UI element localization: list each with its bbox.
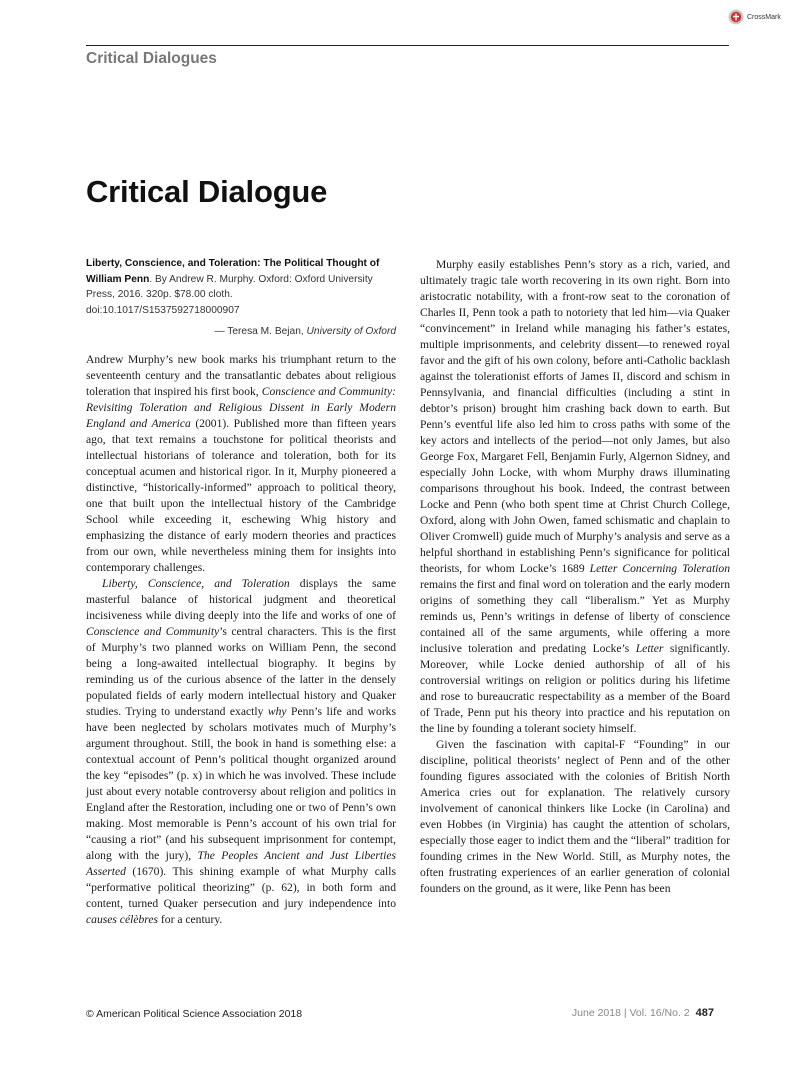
book-info xyxy=(86,256,396,318)
left-paragraph-1: Andrew Murphy’s new book marks his triumphant return to the seventeenth century and the transatlantic debates about religious toleration that inspired his first book, Conscience and Community: Revisiting Toleration and Religious Dissent in Early Modern England and America (2001). Published more than fifteen years ago, that text remains a touchstone for political theorists and intellectual historians of tolerance and toleration, both for its conceptual acumen and historical rigor. In it, Murphy pioneered a distinctive, “historically-informed” approach to political theory, one that built upon the intellectual history of the Cambridge School while exceeding it, eschewing Whig history and emphasizing the distance of early modern theories and practices from our own, while nevertheless mining them for insights into contemporary challenges. xyxy=(86,353,396,575)
reviewer-affiliation: University of Oxford xyxy=(306,326,396,338)
left-column xyxy=(86,256,396,928)
section-label: Critical Dialogues xyxy=(86,50,217,67)
book-doi[interactable]: doi:10.1017/S1537592718000907 xyxy=(86,304,240,316)
crossmark-badge[interactable] xyxy=(728,7,788,27)
reviewer-name: — Teresa M. Bejan, xyxy=(214,326,307,338)
footer-issue xyxy=(572,1007,714,1019)
right-column xyxy=(420,257,730,897)
footer-copyright: © American Political Science Association 2018 xyxy=(86,1008,303,1020)
footer-issue-text: June 2018 | Vol. 16/No. 2 xyxy=(571,1007,690,1019)
crossmark-label: CrossMark xyxy=(747,13,781,21)
book-details: . By Andrew R. Murphy. Oxford: Oxford University Press, 2016. 320p. $78.00 cloth. xyxy=(86,273,373,301)
crossmark-icon xyxy=(728,9,744,25)
header-rule xyxy=(86,45,729,46)
book-title: Liberty, Conscience, and Toleration: The Political Thought of William Penn xyxy=(86,258,380,285)
left-paragraph-2: Liberty, Conscience, and Toleration displays the same masterful balance of historical judgment and theoretical incisiveness while diving deeply into the life and works of one of Conscience and Community’s central characters. This is the first of Murphy’s two planned works on William Penn, the second being a long-awaited intellectual biography. It begins by reminding us of the curious absence of the latter in the densely populated fields of early modern intellectual history and Quaker studies. Trying to understand exactly why Penn’s life and works have been neglected by scholars motivates much of Murphy’s argument throughout. Still, the book in hand is something else: a contextual account of Penn’s political thought organized around the key “episodes” (p. x) in which he was involved. These include just about every notable controversy about religion and politics in England after the Restoration, including one or two of Penn’s own making. Most memorable is Penn’s account of his own trial for “causing a riot” (and his subsequent imprisonment for contempt, along with the jury), The Peoples Ancient and Just Liberties Asserted (1670). This shining example of what Murphy calls “performative political theorizing” (p. 62), in both form and content, turned Quaker persecution and jury independence into causes célèbres for a century. xyxy=(86,577,396,927)
page-number: 487 xyxy=(695,1007,714,1019)
right-paragraph-1: Murphy easily establishes Penn’s story as a rich, varied, and ultimately tragic tale worth recovering in its own right. Born into aristocratic notability, with a front-row seat to the coronation of Charles II, Penn took a path to notoriety that led him—via Quaker “convincement” in Ireland while managing his father’s estates, multiple imprisonments, and celebrity dissent—to renewed royal favor and the gift of his own colony, before anti-Catholic backlash against the tolerationist efforts of James II, discord and schism in Pennsylvania, and financial difficulties (including a stint in debtor’s prison) brought him crashing back down to earth. But Penn’s eventful life also led him to cross paths with some of the key actors and intellects of the period—not only James, but also George Fox, Margaret Fell, Benjamin Furly, Algernon Sidney, and especially John Locke, with whom Murphy draws illuminating comparisons throughout his book. Indeed, the contrast between Locke and Penn (who both spent time at Christ Church College, Oxford, along with John Owen, famed schismatic and chaplain to Oliver Cromwell) guide much of Murphy’s analysis and serve as a helpful shorthand in establishing Penn’s significance for political theorists, for whom Locke’s 1689 Letter Concerning Toleration remains the first and final word on toleration and the early modern origins of something they call “liberalism.” Yet as Murphy reminds us, Penn’s writings in defense of liberty of conscience contained all of the same arguments, while offering a more inclusive toleration and predating Locke’s Letter significantly. Moreover, while Locke denied authorship of all of his controversial writings on religion or politics during his lifetime and rose to bureaucratic respectability as a member of the Board of Trade, Penn put his theory into practice and his reputation on the line by founding a tolerant society himself. xyxy=(420,258,730,735)
page-title: Critical Dialogue xyxy=(86,174,328,209)
reviewer xyxy=(86,326,396,337)
right-paragraph-2: Given the fascination with capital-F “Founding” in our discipline, political theorists’ neglect of Penn and of the other founding figures associated with the colonies of British North America cries out for explanation. The relatively cursory involvement of canonical thinkers like Locke (in Carolina) and even Hobbes (in Virginia) has caught the attention of scholars, especially those eager to indict them and the “liberal” tradition for founding crimes in the New World. Still, as Murphy notes, the often frustrating experiences of an earlier generation of colonial founders on the ground, as it were, like Penn has been xyxy=(420,738,730,895)
